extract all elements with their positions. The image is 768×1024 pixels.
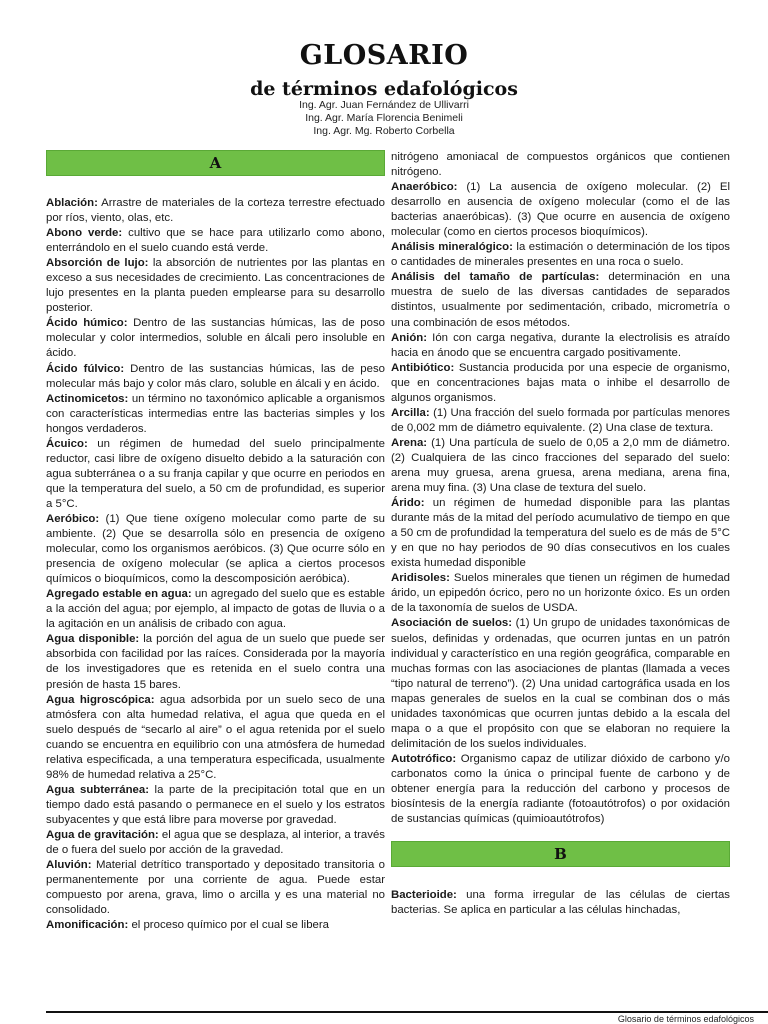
glossary-definition: determinación en una muestra de suelo de las diversas cantidades de separados distintos, usualmente por sedimentación, cribado, micrometría o una combinación de esos métodos.	[391, 271, 730, 329]
glossary-entry	[391, 331, 730, 361]
glossary-entry	[391, 270, 730, 330]
glossary-entry	[46, 828, 385, 858]
glossary-term: Anaeróbico:	[391, 181, 458, 194]
glossary-entry	[391, 406, 730, 436]
author-3: Ing. Agr. Mg. Roberto Corbella	[313, 125, 455, 137]
glossary-term: Análisis del tamaño de partículas:	[391, 271, 600, 284]
glossary-definition: (1) Un grupo de unidades taxonómicas de suelos, definidas y ordenadas, que ocurren juntas en un patrón individual y característico en una región geográfica, comparable en muchas formas con las asociaciones de plantas (llamada a veces “tipo natural de terreno”). (2) Una unidad cartográfica usada en los mapas generales de suelos en la cual se combinan dos o más unidades taxonómicas que ocurren juntas debido a la escala del mapa o a que el propósito con que se elaboran no requiere la delimitación de los suelos individuales.	[391, 617, 730, 750]
section-banner-a: A	[46, 150, 385, 176]
glossary-definition: Dentro de las sustancias húmicas, las de poso molecular y color intermedios, soluble en álcali pero insoluble en ácido.	[46, 317, 385, 360]
section-banner-b: B	[391, 841, 730, 867]
glossary-definition: agua adsorbida por un suelo seco de una atmósfera con alta humedad relativa, el agua que queda en el suelo después de “secarlo al aire” o el agua retenida por el suelo cuando se encuentra en equilibrio con una atmósfera de humedad relativa especificada, a una temperatura especificada, usualmente 98% de humedad relativa a 25°C.	[46, 693, 385, 781]
glossary-definition: (1) Una fracción del suelo formada por partículas menores de 0,002 mm de diámetro equivalente. (2) Una clase de textura.	[391, 406, 730, 434]
glossary-definition: Arrastre de materiales de la corteza terrestre efectuado por ríos, viento, olas, etc.	[46, 197, 385, 225]
glossary-term: Autotrófico:	[391, 752, 457, 765]
footer-rule	[46, 1011, 768, 1013]
glossary-term: Ablación:	[46, 197, 98, 209]
glossary-definition: un régimen de humedad del suelo principalmente reductor, casi libre de oxígeno disuelto debido a la saturación con agua subterránea o a su franja capilar y que ocurre en periodos en que la temperatura del suelo, a 50 cm de profundidad, es superior a 5°C.	[46, 437, 385, 510]
glossary-term: Bacterioide:	[391, 889, 457, 902]
glossary-definition: Dentro de las sustancias húmicas, las de peso molecular más bajo y color más claro, soluble en álcali y en ácido.	[46, 362, 385, 390]
glossary-entry	[391, 436, 730, 496]
glossary-entry	[46, 587, 385, 632]
glossary-definition: un agregado del suelo que es estable a la acción del agua; por ejemplo, al impacto de gotas de lluvia o a la agitación en un análisis de cribado con agua.	[46, 588, 385, 631]
glossary-term: Arena:	[391, 436, 428, 449]
glossary-entry	[46, 316, 385, 361]
glossary-definition: (1) La ausencia de oxígeno molecular. (2) El desarrollo en ausencia de oxígeno molecular (como el de las bacterias anaeróbicas). (3) Que ocurre en ausencia de oxígeno molecular (como en ciertos procesos bioquímicos).	[391, 181, 730, 239]
glossary-term: Asociación de suelos:	[391, 617, 513, 630]
glossary-entry	[46, 512, 385, 587]
glossary-definition: el agua que se desplaza, al interior, a través de o fuera del suelo por acción de la gravedad.	[46, 828, 385, 857]
glossary-term: Arcilla:	[391, 406, 430, 419]
page-subtitle: de términos edafológicos	[250, 78, 518, 100]
glossary-term: Agua subterránea:	[46, 783, 150, 796]
glossary-term: Anión:	[391, 331, 428, 344]
glossary-entry	[46, 392, 385, 437]
glossary-entry	[46, 858, 385, 918]
right-entries	[391, 150, 730, 827]
glossary-term: Ácido fúlvico:	[46, 362, 125, 375]
glossary-definition: (1) Que tiene oxígeno molecular como parte de su ambiente. (2) Que se desarrolla sólo en presencia de oxígeno molecular, como los organismos aeróbicos. (3) Que ocurre sólo en presencia de oxígeno molecular (se aplica a ciertos procesos químicos o bioquímicos, como la descomposición aeróbica).	[46, 512, 385, 586]
glossary-term: Actinomicetos:	[46, 392, 129, 405]
glossary-definition: Suelos minerales que tienen un régimen de humedad árido, un epipedón ócrico, pero no un horizonte óxico. Es un orden de la taxonomía de suelos de USDA.	[391, 572, 730, 615]
glossary-entry	[391, 361, 730, 406]
b-entries	[391, 888, 730, 918]
glossary-term: Agua disponible:	[46, 633, 140, 646]
glossary-term: Aeróbico:	[46, 512, 100, 525]
glossary-term: Absorción de lujo:	[46, 257, 149, 270]
glossary-term: Árido:	[391, 497, 425, 510]
glossary-definition: un régimen de humedad disponible para las plantas durante más de la mitad del período acumulativo de tiempo en que a 50 cm de profundidad la temperatura del suelo es de más de 5°C y en que no hay periodos de 90 días consecutivos en los cuales exista humedad disponible	[391, 497, 730, 570]
glossary-term: Análisis mineralógico:	[391, 241, 513, 254]
glossary-term: Ácuico:	[46, 437, 88, 450]
glossary-term: Abono verde:	[46, 227, 123, 240]
footer-text: Glosario de términos edafológicos	[617, 1014, 754, 1024]
author-1: Ing. Agr. Juan Fernández de Ullivarri	[299, 99, 469, 111]
glossary-entry	[46, 437, 385, 512]
glossary-term: Agregado estable en agua:	[46, 588, 192, 601]
glossary-entry	[391, 752, 730, 827]
glossary-definition: (1) Una partícula de suelo de 0,05 a 2,0 mm de diámetro. (2) Cualquiera de las cinco fracciones del separado del suelo: arena muy gruesa, arena gruesa, arena mediana, arena fina, arena muy fina. (3) Una clase de textura del suelo.	[391, 436, 730, 495]
glossary-entry	[391, 571, 730, 616]
glossary-definition: Material detrítico transportado y depositado transitoria o permanentemente por una corriente de agua. Puede estar compuesto por arena, grava, limo o arcilla y es una material no consolidado.	[46, 859, 385, 917]
glossary-entry	[391, 888, 730, 918]
left-column	[46, 150, 385, 933]
glossary-entry	[46, 783, 385, 828]
glossary-term: Antibiótico:	[391, 361, 455, 374]
glossary-entry	[46, 632, 385, 692]
left-entries	[46, 196, 385, 933]
glossary-definition: la absorción de nutrientes por las plantas en exceso a sus necesidades de crecimiento. Las concentraciones de lujo presentes en la planta pueden emplearse para su desarrollo posterior.	[46, 257, 385, 315]
glossary-definition: un término no taxonómico aplicable a organismos con características intermedias entre las bacterias simples y los hongos verdaderos.	[46, 392, 385, 435]
glossary-definition: una forma irregular de las células de ciertas bacterias. Se aplica en particular a las células hinchadas,	[391, 889, 730, 917]
glossary-entry	[391, 150, 730, 180]
glossary-entry	[391, 180, 730, 240]
glossary-entry	[46, 693, 385, 783]
glossary-entry	[46, 362, 385, 392]
glossary-definition: Ión con carga negativa, durante la electrolisis es atraído hacia en ánodo que se encuentra cargado positivamente.	[391, 331, 730, 359]
author-2: Ing. Agr. María Florencia Benimeli	[305, 112, 463, 124]
glossary-entry	[46, 196, 385, 226]
glossary-definition: la porción del agua de un suelo que puede ser absorbida con facilidad por las raíces. Considerada por la mayoría de los investigadores que es retenida en el suelo contra una presión de hasta 15 bares.	[46, 633, 385, 691]
glossary-entry	[46, 918, 385, 933]
glossary-entry	[391, 240, 730, 270]
glossary-definition: el proceso químico por el cual se libera	[128, 919, 329, 932]
right-column	[391, 150, 730, 918]
glossary-term: Agua de gravitación:	[46, 828, 159, 841]
glossary-entry	[46, 256, 385, 316]
glossary-entry	[391, 496, 730, 571]
glossary-definition: la estimación o determinación de los tipos o cantidades de minerales presentes en una roca o suelo.	[391, 241, 730, 269]
page-title: GLOSARIO	[299, 40, 469, 71]
glossary-definition: nitrógeno amoniacal de compuestos orgánicos que contienen nitrógeno.	[391, 151, 730, 179]
glossary-term: Agua higroscópica:	[46, 693, 155, 706]
glossary-definition: la parte de la precipitación total que en un tiempo dado está pasando o permanece en el suelo y los estratos subyacentes y que está libre para moverse por gravedad.	[46, 783, 385, 826]
glossary-definition: Sustancia producida por una especie de organismo, que en concentraciones bajas mata o inhibe el desarrollo de algunos organismos.	[391, 361, 730, 404]
glossary-entry	[46, 226, 385, 256]
glossary-entry	[391, 616, 730, 751]
authors-block	[0, 99, 768, 138]
glossary-definition: cultivo que se hace para utilizarlo como abono, enterrándolo en el suelo cuando está verde.	[46, 227, 385, 255]
glossary-term: Ácido húmico:	[46, 317, 128, 330]
glossary-term: Amonificación:	[46, 919, 129, 932]
glossary-term: Aluvión:	[46, 859, 92, 872]
glossary-definition: Organismo capaz de utilizar dióxido de carbono y/o carbonatos como la única o principal fuente de carbono y de obtener energía para la reducción del carbono y procesos de biosíntesis de la energía radiante (fotoautótrofos) o por oxidación de sustancias químicas (quimioautótrofos)	[391, 752, 730, 826]
glossary-term: Aridisoles:	[391, 572, 450, 585]
